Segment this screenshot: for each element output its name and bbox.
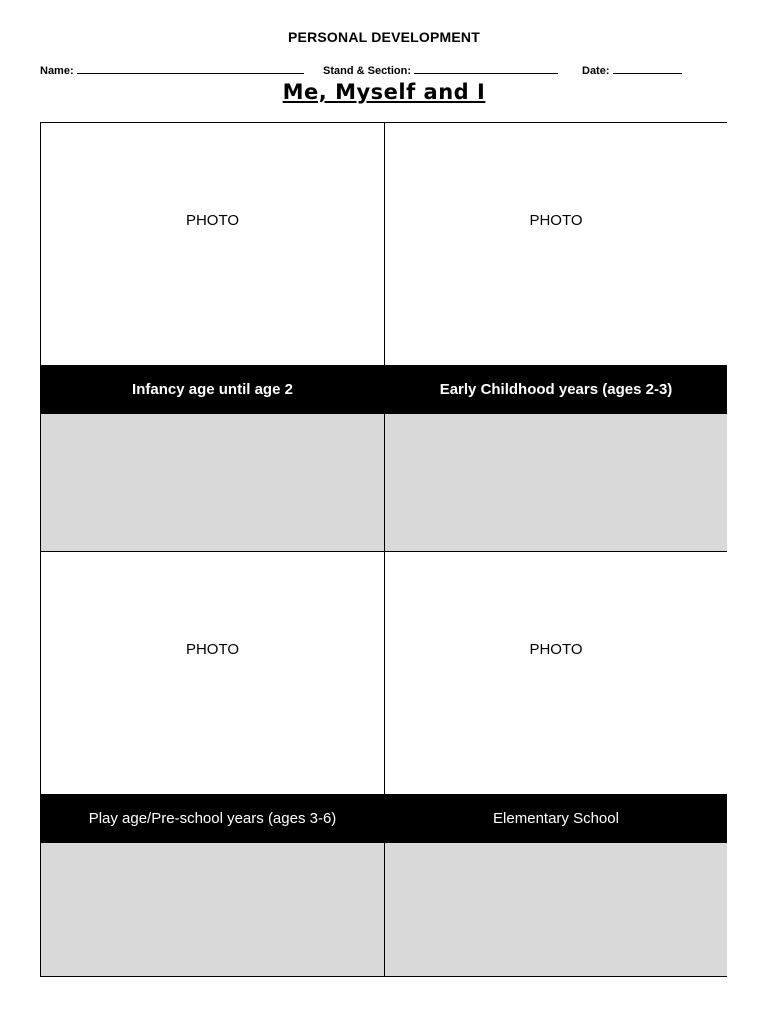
photo-box-infancy[interactable]	[41, 123, 384, 365]
photo-label: PHOTO	[185, 640, 240, 658]
caption-text: Elementary School	[493, 810, 619, 827]
photo-box-early-childhood[interactable]	[385, 123, 727, 365]
caption-early-childhood	[385, 365, 727, 414]
grid-divider-vertical	[384, 123, 385, 976]
page-title-text: Me, Myself and I	[282, 80, 486, 104]
caption-infancy	[41, 365, 384, 414]
date-blank-line[interactable]	[613, 63, 682, 74]
caption-elementary	[385, 794, 727, 843]
date-field[interactable]	[582, 63, 682, 77]
photo-label: PHOTO	[529, 640, 583, 658]
photo-label: PHOTO	[529, 211, 583, 229]
notes-box-play-age[interactable]	[41, 843, 384, 976]
caption-text: Early Childhood years (ages 2-3)	[439, 381, 673, 398]
date-label: Date:	[582, 65, 610, 77]
name-label: Name:	[40, 65, 74, 77]
caption-text: Play age/Pre-school years (ages 3-6)	[88, 810, 337, 827]
name-blank-line[interactable]	[77, 63, 304, 74]
photo-box-play-age[interactable]	[41, 552, 384, 794]
caption-play-age	[41, 794, 384, 843]
name-field[interactable]	[40, 63, 304, 77]
document-header-title: PERSONAL DEVELOPMENT	[288, 29, 480, 45]
caption-text: Infancy age until age 2	[132, 381, 293, 398]
photo-box-elementary[interactable]	[385, 552, 727, 794]
notes-box-infancy[interactable]	[41, 414, 384, 551]
notes-box-elementary[interactable]	[385, 843, 727, 976]
page-title	[0, 80, 768, 105]
photo-label: PHOTO	[185, 211, 240, 229]
photo-grid	[40, 122, 727, 977]
section-blank-line[interactable]	[414, 63, 558, 74]
notes-box-early-childhood[interactable]	[385, 414, 727, 551]
grid-divider-horizontal	[41, 551, 726, 552]
section-field[interactable]	[323, 63, 558, 77]
section-label: Stand & Section:	[323, 65, 412, 77]
